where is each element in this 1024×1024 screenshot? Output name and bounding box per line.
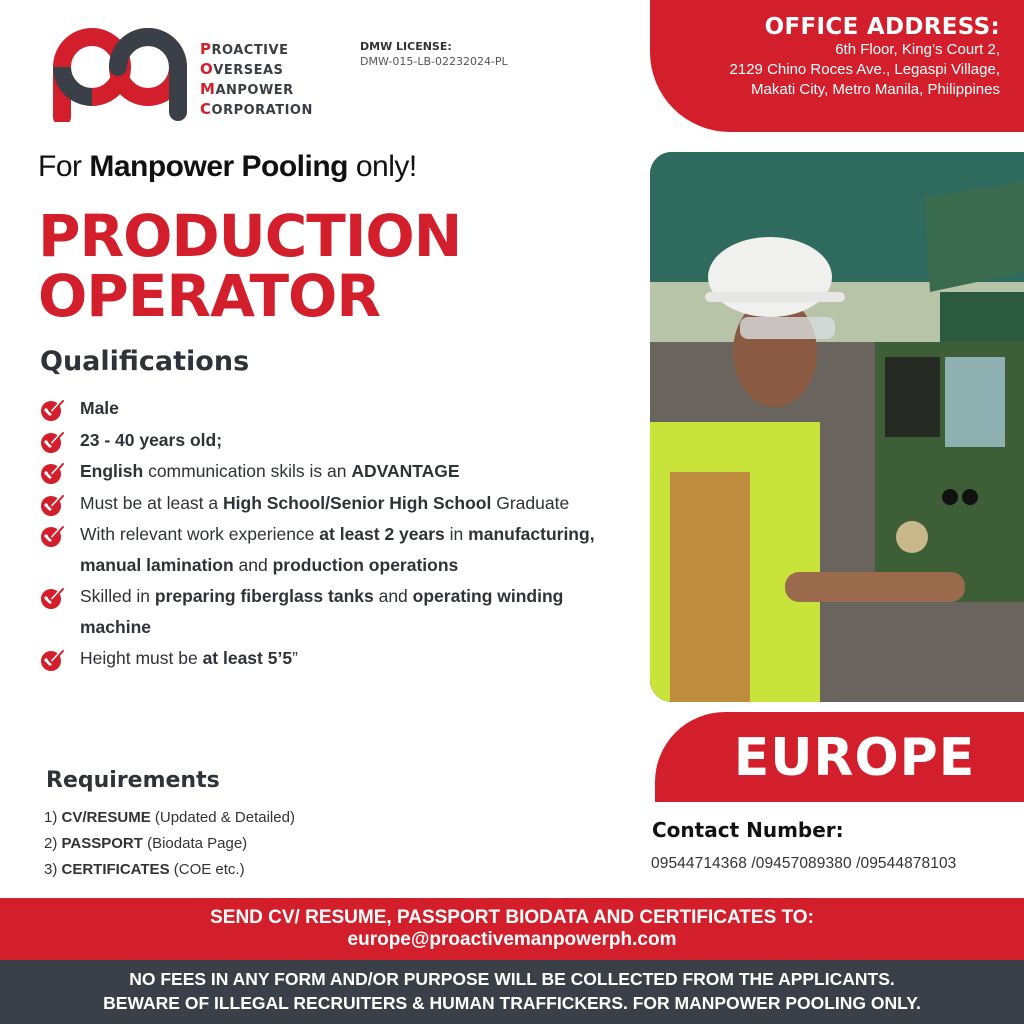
company-logo xyxy=(40,22,330,127)
send-instruction: SEND CV/ RESUME, PASSPORT BIODATA AND CERTIFICATES TO: xyxy=(210,907,814,928)
qualification-item xyxy=(40,581,600,642)
office-address-panel xyxy=(650,0,1024,132)
license-label: DMW LICENSE: xyxy=(360,40,452,53)
requirement-item xyxy=(44,805,295,831)
qualification-item xyxy=(40,456,600,487)
qualification-text: ADVANTAGE xyxy=(351,461,460,481)
logo-word: ORPORATION xyxy=(211,103,313,118)
qualification-text: communication skils is an xyxy=(143,461,352,481)
req-num: 3) xyxy=(44,861,62,878)
office-address-title: OFFICE ADDRESS: xyxy=(764,14,1000,40)
check-badge-icon xyxy=(40,492,66,518)
qualification-text: Must be at least a xyxy=(80,492,223,513)
req-bold: CV/RESUME xyxy=(61,809,151,826)
pooling-bold: Manpower Pooling xyxy=(89,150,349,183)
warning-bar xyxy=(0,960,1024,1024)
logo-word: ROACTIVE xyxy=(211,43,289,58)
send-cv-bar xyxy=(0,898,1024,960)
pooling-suffix: only! xyxy=(348,150,417,183)
logo-word: ANPOWER xyxy=(215,83,294,98)
qualification-text: production operations xyxy=(272,554,459,575)
qualification-text: operating winding machine xyxy=(80,586,564,637)
req-rest: (COE etc.) xyxy=(169,861,245,878)
pooling-prefix: For xyxy=(38,150,90,183)
requirement-item xyxy=(44,831,295,857)
req-bold: CERTIFICATES xyxy=(61,861,170,878)
qualification-text: High School/Senior High School xyxy=(223,492,492,513)
qualification-text: and xyxy=(233,554,273,575)
email-link[interactable]: europe@proactivemanpowerph.com xyxy=(347,929,677,950)
check-badge-icon xyxy=(40,397,66,423)
qualification-item xyxy=(40,425,600,456)
qualification-text: Graduate xyxy=(491,492,570,513)
company-name xyxy=(200,40,313,120)
job-title-line: PRODUCTION xyxy=(38,202,462,270)
address-line: 2129 Chino Roces Ave., Legaspi Village, xyxy=(729,61,1000,78)
address-line: 6th Floor, King’s Court 2, xyxy=(835,41,1000,58)
check-badge-icon xyxy=(40,585,66,611)
logo-cap: P xyxy=(200,40,212,58)
contact-heading: Contact Number: xyxy=(652,818,844,842)
qualification-text: at least 2 years xyxy=(319,524,445,544)
check-badge-icon xyxy=(40,647,66,673)
check-badge-icon xyxy=(40,460,66,486)
pa-logo-icon xyxy=(40,22,195,122)
logo-cap: O xyxy=(200,60,214,78)
job-title xyxy=(38,202,462,330)
pooling-notice xyxy=(38,150,417,184)
qualification-text: 23 - 40 years old; xyxy=(80,429,223,450)
qualification-text: Male xyxy=(80,398,119,418)
qualification-text: Skilled in xyxy=(80,586,155,606)
qualification-text: ” xyxy=(292,648,298,668)
no-fees-notice: NO FEES IN ANY FORM AND/OR PURPOSE WILL BE COLLECTED FROM THE APPLICANTS. xyxy=(129,969,895,989)
req-num: 1) xyxy=(44,809,62,826)
requirements-list xyxy=(44,805,295,883)
trafficking-warning: BEWARE OF ILLEGAL RECRUITERS & HUMAN TRAFFICKERS. FOR MANPOWER POOLING ONLY. xyxy=(103,993,921,1013)
destination-banner: EUROPE xyxy=(655,712,1024,802)
qualification-text: Height must be xyxy=(80,648,203,668)
dmw-license xyxy=(360,40,508,68)
job-title-line: OPERATOR xyxy=(38,262,381,330)
address-line: Makati City, Metro Manila, Philippines xyxy=(751,81,1000,98)
req-rest: (Biodata Page) xyxy=(142,835,248,852)
worker-photo-icon xyxy=(650,152,1024,702)
qualification-text: With relevant work experience xyxy=(80,524,320,544)
req-bold: PASSPORT xyxy=(61,835,143,852)
qualification-text: manufacturing, manual lamination xyxy=(80,524,595,575)
qualification-item xyxy=(40,393,600,424)
qualifications-list xyxy=(40,393,600,675)
qualification-text: in xyxy=(444,524,469,544)
requirement-item xyxy=(44,857,295,883)
qualification-item xyxy=(40,643,600,674)
req-num: 2) xyxy=(44,835,62,852)
req-rest: (Updated & Detailed) xyxy=(150,809,295,826)
license-value: DMW-015-LB-02232024-PL xyxy=(360,55,508,68)
check-badge-icon xyxy=(40,429,66,455)
check-badge-icon xyxy=(40,523,66,549)
contact-numbers: 09544714368 /09457089380 /09544878103 xyxy=(651,855,957,872)
worker-photo xyxy=(650,152,1024,702)
qualification-item xyxy=(40,519,600,580)
requirements-heading: Requirements xyxy=(46,768,220,793)
qualification-text: English xyxy=(80,461,144,481)
qualification-item xyxy=(40,488,600,519)
qualifications-heading: Qualifications xyxy=(40,346,250,377)
qualification-text: preparing fiberglass tanks xyxy=(154,586,374,606)
logo-cap: C xyxy=(200,100,212,118)
qualification-text: at least 5’5 xyxy=(202,648,293,668)
qualification-text: and xyxy=(373,586,413,606)
logo-cap: M xyxy=(200,80,216,98)
logo-word: VERSEAS xyxy=(213,63,284,78)
